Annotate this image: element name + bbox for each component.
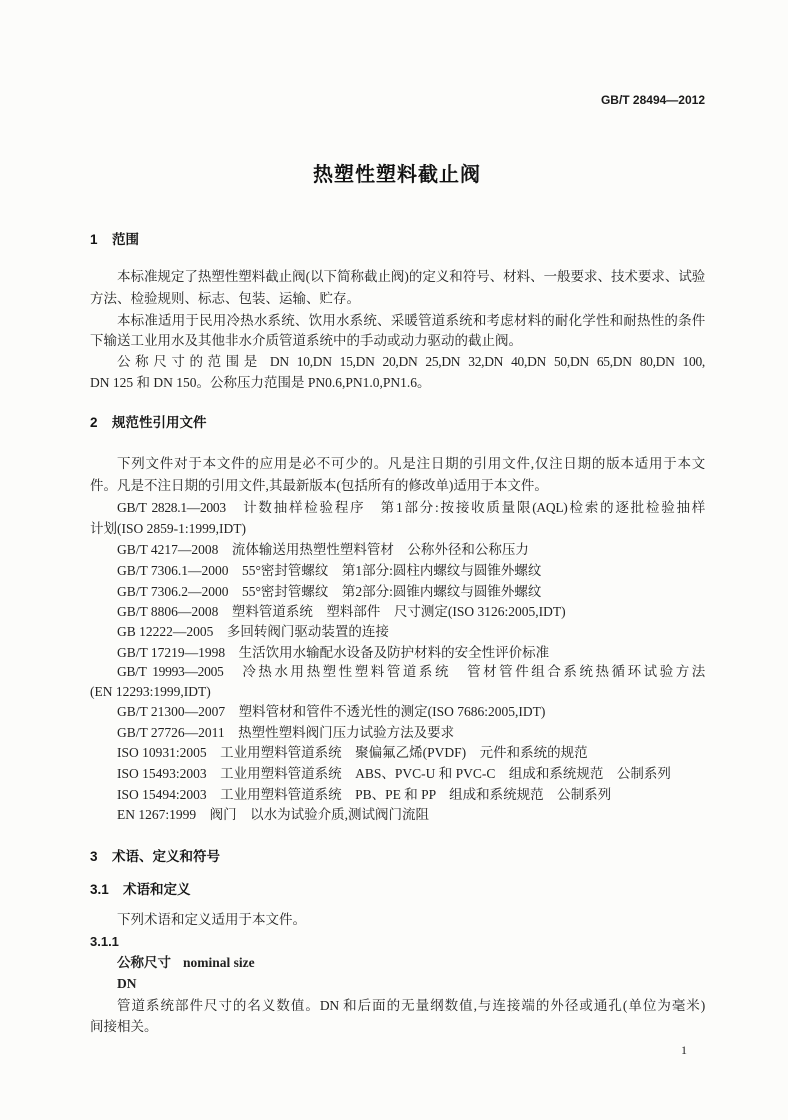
scope-paragraph-2-line-2: 下输送工业用水及其他非水介质管道系统中的手动或动力驱动的截止阀。 <box>90 333 522 348</box>
term-number: 3.1.1 <box>90 934 119 949</box>
scope-paragraph-1-line-2: 方法、检验规则、标志、包装、运输、贮存。 <box>90 291 360 306</box>
section-1-title: 范围 <box>112 232 139 247</box>
scope-paragraph-3-line-1: 公称尺寸的范围是 DN 10,DN 15,DN 20,DN 25,DN 32,DN 40,DN 50,DN 65,DN 80,DN 100, <box>117 354 705 369</box>
section-2-title: 规范性引用文件 <box>112 415 207 430</box>
section-1-number: 1 <box>90 232 98 247</box>
section-3-heading <box>90 848 220 866</box>
page-number: 1 <box>681 1043 687 1057</box>
subsection-3-1-number: 3.1 <box>90 882 109 897</box>
reference-item-6: GB 12222—2005 多回转阀门驱动装置的连接 <box>117 624 389 639</box>
reference-item-1-line-1: GB/T 2828.1—2003 计数抽样检验程序 第1部分:按接收质量限(AQL)检索的逐批检验抽样 <box>117 500 705 515</box>
scope-paragraph-2-line-1: 本标准适用于民用冷热水系统、饮用水系统、采暖管道系统和考虑材料的耐化学性和耐热性的条件 <box>117 313 705 328</box>
reference-item-7: GB/T 17219—1998 生活饮用水输配水设备及防护材料的安全性评价标准 <box>117 645 550 660</box>
reference-item-5: GB/T 8806—2008 塑料管道系统 塑料部件 尺寸测定(ISO 3126:2005,IDT) <box>117 604 566 619</box>
reference-item-4: GB/T 7306.2—2000 55°密封管螺纹 第2部分:圆锥内螺纹与圆锥外螺纹 <box>117 584 542 599</box>
scope-paragraph-1-line-1: 本标准规定了热塑性塑料截止阀(以下简称截止阀)的定义和符号、材料、一般要求、技术要求、试验 <box>117 269 705 284</box>
reference-item-10: GB/T 27726—2011 热塑性塑料阀门压力试验方法及要求 <box>117 725 455 740</box>
reference-item-1-line-2: 计划(ISO 2859-1:1999,IDT) <box>90 521 246 536</box>
subsection-3-1-heading <box>90 881 191 899</box>
reference-item-8-line-1: GB/T 19993—2005 冷热水用热塑性塑料管道系统 管材管件组合系统热循环试验方法 <box>117 664 705 679</box>
term-symbol: DN <box>117 976 137 991</box>
standard-number: GB/T 28494—2012 <box>600 93 705 107</box>
references-intro-line-1: 下列文件对于本文件的应用是必不可少的。凡是注日期的引用文件,仅注日期的版本适用于本文 <box>117 456 705 471</box>
terms-intro: 下列术语和定义适用于本文件。 <box>117 912 306 927</box>
reference-item-14: EN 1267:1999 阀门 以水为试验介质,测试阀门流阻 <box>117 807 429 822</box>
term-definition-line-1: 管道系统部件尺寸的名义数值。DN 和后面的无量纲数值,与连接端的外径或通孔(单位为毫米) <box>117 998 705 1013</box>
term-name-english: nominal size <box>183 955 255 970</box>
reference-item-9: GB/T 21300—2007 塑料管材和管件不透光性的测定(ISO 7686:2005,IDT) <box>117 704 546 719</box>
term-name <box>117 952 255 973</box>
section-2-heading <box>90 414 207 432</box>
reference-item-3: GB/T 7306.1—2000 55°密封管螺纹 第1部分:圆柱内螺纹与圆锥外螺纹 <box>117 563 542 578</box>
subsection-3-1-title: 术语和定义 <box>123 882 191 897</box>
references-intro-line-2: 件。凡是不注日期的引用文件,其最新版本(包括所有的修改单)适用于本文件。 <box>90 478 548 493</box>
term-definition-line-2: 间接相关。 <box>90 1019 158 1034</box>
reference-item-12: ISO 15493:2003 工业用塑料管道系统 ABS、PVC-U 和 PVC-C 组成和系统规范 公制系列 <box>117 766 671 781</box>
section-3-title: 术语、定义和符号 <box>112 849 220 864</box>
reference-item-11: ISO 10931:2005 工业用塑料管道系统 聚偏氟乙烯(PVDF) 元件和系统的规范 <box>117 745 588 760</box>
section-1-heading <box>90 231 139 249</box>
scope-paragraph-3-line-2: DN 125 和 DN 150。公称压力范围是 PN0.6,PN1.0,PN1.6。 <box>90 375 431 390</box>
reference-item-8-line-2: (EN 12293:1999,IDT) <box>90 684 211 699</box>
reference-item-13: ISO 15494:2003 工业用塑料管道系统 PB、PE 和 PP 组成和系统规范 公制系列 <box>117 787 612 802</box>
term-name-chinese: 公称尺寸 <box>117 955 171 970</box>
section-3-number: 3 <box>90 849 98 864</box>
reference-item-2: GB/T 4217—2008 流体输送用热塑性塑料管材 公称外径和公称压力 <box>117 542 529 557</box>
document-title: 热塑性塑料截止阀 <box>313 164 481 186</box>
section-2-number: 2 <box>90 415 98 430</box>
